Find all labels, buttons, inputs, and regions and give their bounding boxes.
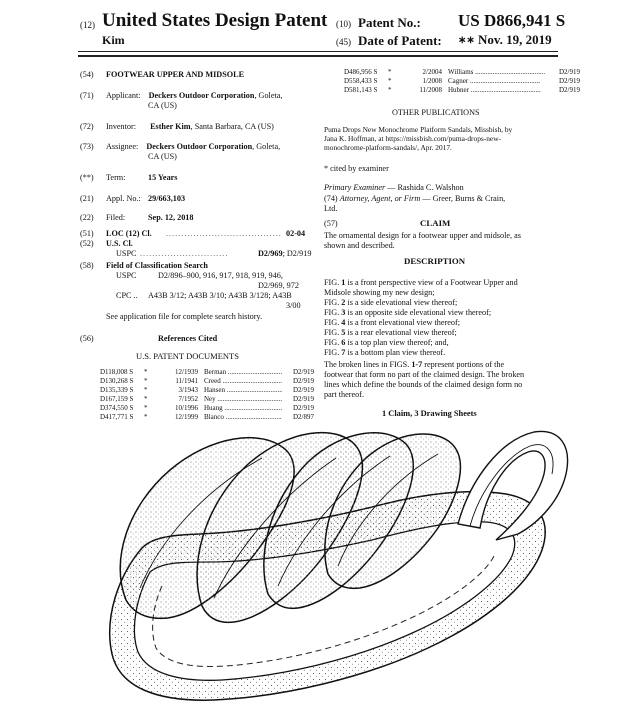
broken-lines-text-cont: part thereof. <box>324 390 365 399</box>
fig-number: 4 <box>341 318 346 327</box>
citation-class: D2/919 <box>282 404 314 413</box>
fig-text: is a front elevational view thereof; <box>345 318 460 327</box>
field-label: Filed: <box>106 213 126 222</box>
citation-name: Berman ..... <box>198 368 282 377</box>
citation-star: * <box>388 68 392 76</box>
filed-date: Sep. 12, 2018 <box>148 213 194 222</box>
citation-number: D486,956 S <box>344 68 378 76</box>
fig-prefix: FIG. <box>324 328 342 337</box>
citation-date: 7/1952 <box>178 395 198 403</box>
broken-lines-text: represent portions of the <box>422 360 505 369</box>
patent-date: Nov. 19, 2019 <box>478 32 552 47</box>
citation-class: D2/919 <box>282 386 314 395</box>
patent-no-label: Patent No.: <box>358 15 421 30</box>
applicant-country: CA (US) <box>148 101 177 110</box>
patent-no-code: (10) <box>336 19 351 29</box>
dot-leader: ...................................... <box>166 229 282 238</box>
attorney-label: Attorney, Agent, or Firm <box>339 194 421 203</box>
citation-date: 12/1939 <box>175 368 198 376</box>
citation-class: D2/919 <box>548 77 580 86</box>
field-code: (72) <box>80 122 94 131</box>
claim-heading: CLAIM <box>420 218 451 228</box>
inventor-name: Esther Kim <box>150 122 191 131</box>
citation-star: * <box>144 368 148 376</box>
citation-star: * <box>144 413 148 421</box>
assignee-name: Deckers Outdoor Corporation <box>146 142 253 151</box>
citation-class: D2/919 <box>282 377 314 386</box>
fig-number: 5 <box>341 328 346 337</box>
field-label: Term: <box>106 173 126 182</box>
field-label: Applicant: <box>106 91 141 100</box>
citation-number: D118,008 S <box>100 368 134 376</box>
search-uspc-classes: D2/896–900, 916, 917, 918, 919, 946, <box>158 271 283 280</box>
application-number: 29/663,103 <box>148 194 186 203</box>
field-label: U.S. Cl. <box>106 239 133 248</box>
broken-lines-text-cont: lines which define the bounds of the claimed design form no <box>324 380 523 389</box>
attorney-name-cont: Ltd. <box>324 204 338 213</box>
citation-name: Creed ..... <box>198 377 282 386</box>
citation-class: D2/919 <box>548 86 580 95</box>
fig-prefix: FIG. <box>324 298 342 307</box>
date-label: Date of Patent: <box>358 33 442 48</box>
citation-star: * <box>388 77 392 85</box>
citation-class: D2/919 <box>282 368 314 377</box>
fig-text: is a front perspective view of a Footwear Upper and <box>345 278 518 287</box>
field-label: Inventor: <box>106 122 137 131</box>
citation-name: Blanco ..... <box>198 413 282 422</box>
term-value: 15 Years <box>148 173 178 182</box>
loc-class: 02-04 <box>286 229 306 238</box>
references-heading: References Cited <box>158 334 218 343</box>
publication-line: Jana K. Hoffman, at https://missbish.com/puma-drops-new- <box>324 134 502 143</box>
heel-strap <box>458 431 568 540</box>
field-code: (74) <box>324 194 338 203</box>
citation-star: * <box>388 86 392 94</box>
fig-prefix: FIG. <box>324 308 342 317</box>
citation-star: * <box>144 395 148 403</box>
fig-number: 7 <box>341 348 346 357</box>
fig-text: is a rear elevational view thereof; <box>345 328 457 337</box>
fig-text: is a top plan view thereof; and, <box>345 338 449 347</box>
date-stars: ∗∗ <box>458 35 475 46</box>
field-code: (**) <box>80 173 94 182</box>
field-code: (56) <box>80 334 94 343</box>
date-code: (45) <box>336 37 351 47</box>
broken-lines-text-cont: footwear that form no part of the claimed design. The broken <box>324 370 525 379</box>
citation-number: D167,159 S <box>100 395 134 403</box>
citation-number: D558,433 S <box>344 77 378 85</box>
citation-number: D135,339 S <box>100 386 134 394</box>
broken-lines-text: The broken lines in FIGS. <box>324 360 412 369</box>
citation-date: 2/2004 <box>422 68 442 76</box>
citation-name: Huang ..... <box>198 404 282 413</box>
fig-prefix: FIG. <box>324 278 342 287</box>
inventor-short-name: Kim <box>102 33 125 47</box>
search-cpc-classes: A43B 3/12; A43B 3/10; A43B 3/128; A43B <box>148 291 292 300</box>
field-label: Field of Classification Search <box>106 261 208 270</box>
applicant-location: , Goleta, <box>254 91 283 100</box>
citation-date: 10/1996 <box>175 404 198 412</box>
fig-number: 6 <box>341 338 346 347</box>
claims-sheets-count: 1 Claim, 3 Drawing Sheets <box>382 409 477 418</box>
cited-by-examiner-note: * cited by examiner <box>324 164 389 173</box>
field-code: (22) <box>80 213 94 222</box>
citation-date: 3/1943 <box>178 386 198 394</box>
claim-text: The ornamental design for a footwear upper and midsole, as <box>324 231 521 240</box>
field-code: (54) <box>80 70 94 79</box>
fig-number: 2 <box>341 298 346 307</box>
field-code: (57) <box>324 219 338 228</box>
citation-name: Hansen ..... <box>198 386 282 395</box>
patent-type-title: United States Design Patent <box>102 10 328 31</box>
claim-text: shown and described. <box>324 241 395 250</box>
field-code: (52) <box>80 239 94 248</box>
applicant-name: Deckers Outdoor Corporation <box>148 91 255 100</box>
citation-date: 11/1941 <box>175 377 198 385</box>
citation-class: D2/919 <box>548 68 580 77</box>
citation-star: * <box>144 404 148 412</box>
citation-number: D130,268 S <box>100 377 134 385</box>
fig-text: is an opposite side elevational view thereof; <box>345 308 492 317</box>
fig-text: is a bottom plan view thereof. <box>345 348 446 357</box>
other-publications-heading: OTHER PUBLICATIONS <box>392 108 480 117</box>
citation-name: Ney ..... <box>198 395 282 404</box>
citation-name: Hubner ..... <box>442 86 548 95</box>
fig-range: 1-7 <box>411 360 423 369</box>
cpc-label: CPC .. <box>116 291 138 300</box>
citation-class: D2/897 <box>282 413 314 422</box>
us-patent-documents-heading: U.S. PATENT DOCUMENTS <box>136 351 239 361</box>
citation-date: 1/2008 <box>422 77 442 85</box>
publication-line: Puma Drops New Monochrome Platform Sandals, Missbish, by <box>324 125 513 134</box>
citation-number: D417,771 S <box>100 413 134 421</box>
field-code: (73) <box>80 142 94 151</box>
citation-date: 12/1999 <box>175 413 198 421</box>
field-label: LOC (12) Cl. <box>106 229 152 238</box>
citation-star: * <box>144 386 148 394</box>
fig-prefix: FIG. <box>324 338 342 347</box>
citation-number: D581,143 S <box>344 86 378 94</box>
us-class-primary: D2/969 <box>258 249 283 258</box>
assignee-country: CA (US) <box>148 152 177 161</box>
fig-prefix: FIG. <box>324 318 342 327</box>
fig-text: is a side elevational view thereof; <box>345 298 458 307</box>
us-class-secondary: ; D2/919 <box>282 249 312 258</box>
field-label: Appl. No.: <box>106 194 141 203</box>
assignee-location: , Goleta, <box>252 142 281 151</box>
fig-text-cont: Midsole showing my new design; <box>324 288 435 297</box>
examiner-label: Primary Examiner <box>324 183 386 192</box>
patent-number: US D866,941 S <box>458 11 566 30</box>
search-cpc-classes-cont: 3/00 <box>286 301 301 310</box>
description-heading: DESCRIPTION <box>404 256 466 266</box>
citation-name: Cagner ..... <box>442 77 548 86</box>
uspc-label: USPC <box>116 271 137 280</box>
fig-number: 3 <box>341 308 346 317</box>
inventor-location: , Santa Barbara, CA (US) <box>190 122 274 131</box>
citation-number: D374,550 S <box>100 404 134 412</box>
fig-number: 1 <box>341 278 346 287</box>
field-label: Assignee: <box>106 142 139 151</box>
citation-star: * <box>144 377 148 385</box>
citation-date: 11/2008 <box>419 86 442 94</box>
citation-class: D2/919 <box>282 395 314 404</box>
design-title: FOOTWEAR UPPER AND MIDSOLE <box>106 70 245 79</box>
examiner-name: — Rashida C. Walshon <box>385 183 464 192</box>
field-code: (51) <box>80 229 94 238</box>
field-code: (21) <box>80 194 94 203</box>
citation-name: Williams ..... <box>442 68 548 77</box>
uspc-label: USPC <box>116 249 137 258</box>
search-uspc-classes-cont: D2/969, 972 <box>258 281 299 290</box>
field-code: (71) <box>80 91 94 100</box>
fig-prefix: FIG. <box>324 348 342 357</box>
header-code: (12) <box>80 20 95 30</box>
publication-line: monochrome-platform-sandals/, Apr. 2017. <box>324 143 452 152</box>
dot-leader: ............................. <box>140 249 229 258</box>
attorney-name: — Greer, Burns & Crain, <box>420 194 506 203</box>
field-code: (58) <box>80 261 94 270</box>
search-history-note: See application file for complete search history. <box>106 312 263 321</box>
